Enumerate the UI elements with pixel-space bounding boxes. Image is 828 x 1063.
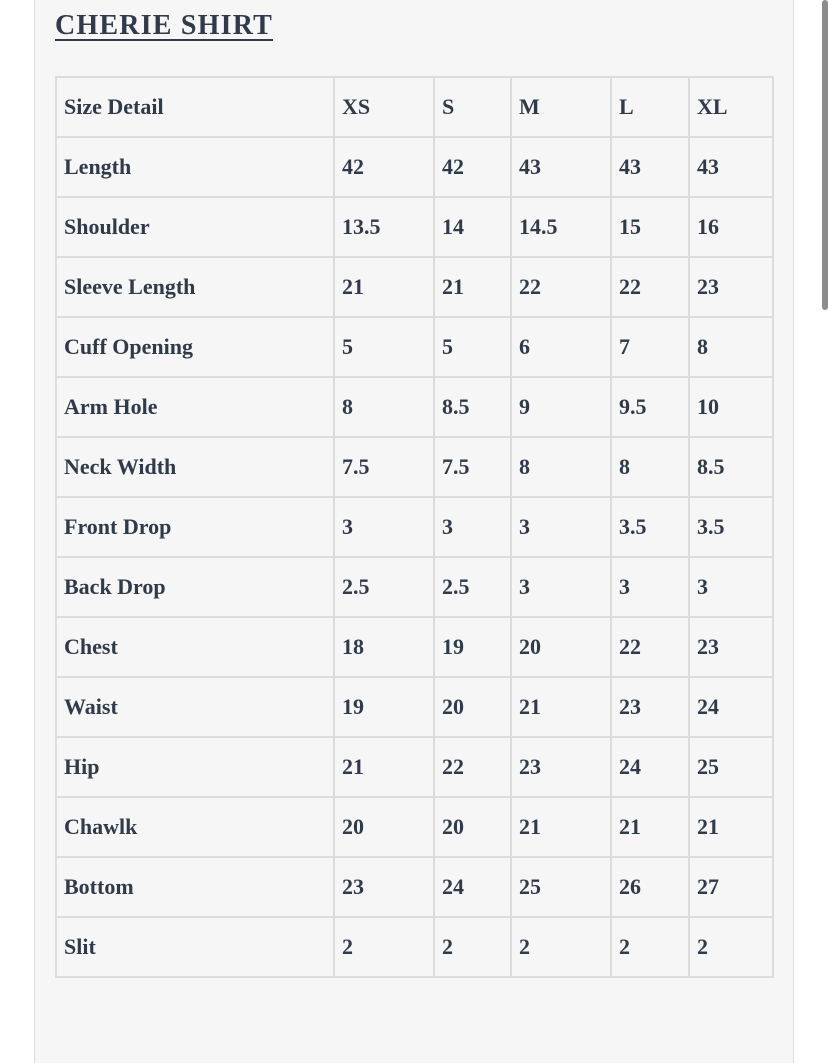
- size-value-cell: 20: [511, 617, 611, 677]
- row-label-cell: Slit: [56, 917, 334, 977]
- size-value-cell: 19: [434, 617, 511, 677]
- size-value-cell: 7.5: [434, 437, 511, 497]
- size-value-cell: 8.5: [689, 437, 773, 497]
- row-label-cell: Cuff Opening: [56, 317, 334, 377]
- row-label-cell: Chest: [56, 617, 334, 677]
- size-value-cell: 27: [689, 857, 773, 917]
- size-value-cell: 21: [689, 797, 773, 857]
- size-value-cell: 23: [689, 617, 773, 677]
- row-label-cell: Front Drop: [56, 497, 334, 557]
- header-cell: M: [511, 77, 611, 137]
- row-label-cell: Hip: [56, 737, 334, 797]
- row-label-cell: Bottom: [56, 857, 334, 917]
- size-value-cell: 8: [334, 377, 434, 437]
- size-value-cell: 42: [334, 137, 434, 197]
- size-value-cell: 23: [689, 257, 773, 317]
- size-value-cell: 21: [334, 257, 434, 317]
- size-value-cell: 9: [511, 377, 611, 437]
- size-value-cell: 3.5: [689, 497, 773, 557]
- size-value-cell: 22: [611, 257, 689, 317]
- size-value-cell: 2: [611, 917, 689, 977]
- size-value-cell: 22: [611, 617, 689, 677]
- table-row: [56, 797, 773, 857]
- size-value-cell: 21: [434, 257, 511, 317]
- size-value-cell: 20: [434, 797, 511, 857]
- size-value-cell: 25: [689, 737, 773, 797]
- size-value-cell: 18: [334, 617, 434, 677]
- header-cell: XL: [689, 77, 773, 137]
- table-row: [56, 557, 773, 617]
- header-cell: S: [434, 77, 511, 137]
- size-value-cell: 16: [689, 197, 773, 257]
- size-value-cell: 2: [334, 917, 434, 977]
- size-value-cell: 3: [689, 557, 773, 617]
- size-value-cell: 5: [434, 317, 511, 377]
- size-value-cell: 24: [611, 737, 689, 797]
- size-value-cell: 13.5: [334, 197, 434, 257]
- size-value-cell: 21: [511, 797, 611, 857]
- size-value-cell: 21: [334, 737, 434, 797]
- size-value-cell: 10: [689, 377, 773, 437]
- size-value-cell: 43: [689, 137, 773, 197]
- row-label-cell: Length: [56, 137, 334, 197]
- size-value-cell: 21: [611, 797, 689, 857]
- row-label-cell: Shoulder: [56, 197, 334, 257]
- size-value-cell: 19: [334, 677, 434, 737]
- size-value-cell: 20: [434, 677, 511, 737]
- size-value-cell: 3.5: [611, 497, 689, 557]
- scrollbar-thumb[interactable]: [822, 0, 828, 310]
- size-value-cell: 24: [689, 677, 773, 737]
- row-label-cell: Back Drop: [56, 557, 334, 617]
- size-value-cell: 22: [434, 737, 511, 797]
- size-value-cell: 25: [511, 857, 611, 917]
- size-value-cell: 8: [611, 437, 689, 497]
- size-value-cell: 2: [689, 917, 773, 977]
- size-value-cell: 3: [334, 497, 434, 557]
- size-value-cell: 42: [434, 137, 511, 197]
- size-value-cell: 8: [689, 317, 773, 377]
- size-value-cell: 14: [434, 197, 511, 257]
- table-row: [56, 137, 773, 197]
- size-value-cell: 2: [434, 917, 511, 977]
- size-value-cell: 24: [434, 857, 511, 917]
- table-row: [56, 257, 773, 317]
- size-value-cell: 9.5: [611, 377, 689, 437]
- page-title: CHERIE SHIRT: [55, 10, 274, 41]
- size-value-cell: 2: [511, 917, 611, 977]
- header-cell: XS: [334, 77, 434, 137]
- row-label-cell: Chawlk: [56, 797, 334, 857]
- table-row: [56, 617, 773, 677]
- row-label-cell: Neck Width: [56, 437, 334, 497]
- table-row: [56, 737, 773, 797]
- size-value-cell: 3: [611, 557, 689, 617]
- table-row: [56, 437, 773, 497]
- size-chart-table: [55, 76, 774, 978]
- size-value-cell: 2.5: [434, 557, 511, 617]
- size-value-cell: 8.5: [434, 377, 511, 437]
- size-value-cell: 5: [334, 317, 434, 377]
- size-value-cell: 22: [511, 257, 611, 317]
- size-value-cell: 2.5: [334, 557, 434, 617]
- size-value-cell: 6: [511, 317, 611, 377]
- size-value-cell: 23: [611, 677, 689, 737]
- size-value-cell: 3: [511, 497, 611, 557]
- table-header-row: [56, 77, 773, 137]
- size-value-cell: 8: [511, 437, 611, 497]
- size-value-cell: 23: [334, 857, 434, 917]
- size-value-cell: 15: [611, 197, 689, 257]
- header-cell: L: [611, 77, 689, 137]
- table-row: [56, 317, 773, 377]
- size-value-cell: 7: [611, 317, 689, 377]
- table-row: [56, 377, 773, 437]
- size-value-cell: 43: [611, 137, 689, 197]
- size-value-cell: 26: [611, 857, 689, 917]
- size-value-cell: 23: [511, 737, 611, 797]
- size-value-cell: 43: [511, 137, 611, 197]
- size-value-cell: 3: [434, 497, 511, 557]
- table-row: [56, 857, 773, 917]
- row-label-cell: Arm Hole: [56, 377, 334, 437]
- size-value-cell: 21: [511, 677, 611, 737]
- table-row: [56, 497, 773, 557]
- size-value-cell: 20: [334, 797, 434, 857]
- table-row: [56, 197, 773, 257]
- header-cell: Size Detail: [56, 77, 334, 137]
- row-label-cell: Waist: [56, 677, 334, 737]
- table-row: [56, 677, 773, 737]
- row-label-cell: Sleeve Length: [56, 257, 334, 317]
- size-value-cell: 7.5: [334, 437, 434, 497]
- table-row: [56, 917, 773, 977]
- size-value-cell: 3: [511, 557, 611, 617]
- size-value-cell: 14.5: [511, 197, 611, 257]
